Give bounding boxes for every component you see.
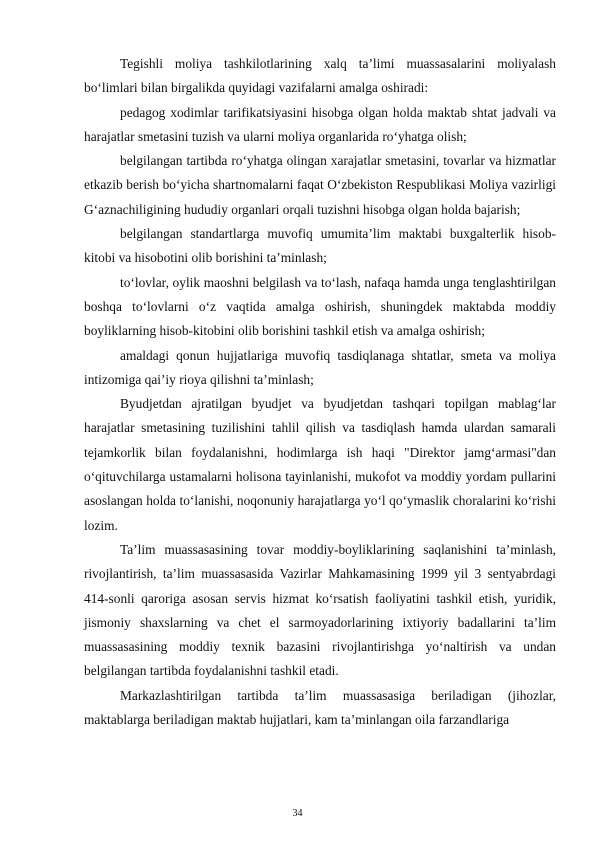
paragraph: Ta’lim muassasasining tovar moddiy-boyliklarining saqlanishini ta’minlash, rivojlantirish, ta’lim muassasasida Vazirlar Mahkamasining 1999 yil 3 sentyabrdagi 414-sonli qaroriga asosan servis hizmat ko‘rsatish faoliyatini tashkil etish, yuridik, jismoniy shaxslarning va chet el sarmoyadorlarining ixtiyoriy badallarini ta’lim muassasasining moddiy texnik bazasini rivojlantirishga yo‘naltirish va undan belgilangan tartibda foydalanishni tashkil etadi. [84, 541, 556, 679]
paragraph: belgilangan standartlarga muvofiq umumita’lim maktabi buxgalterlik hisob-kitobi va hisobotini olib borishini ta’minlash; [84, 226, 556, 266]
paragraph: amaldagi qonun hujjatlariga muvofiq tasdiqlanaga shtatlar, smeta va moliya intizomiga qai’iy rioya qilishni ta’minlash; [84, 347, 556, 387]
paragraph: belgilangan tartibda ro‘yhatga olingan xarajatlar smetasini, tovarlar va hizmatlar etkazib berish bo‘yicha shartnomalarni faqat O‘zbekiston Respublikasi Moliya vazirligi G‘aznachiligining hududiy organlari orqali tuzishni hisobga olgan holda bajarish; [84, 153, 556, 217]
paragraph: Tegishli moliya tashkilotlarining xalq ta’limi muassasalarini moliyalash bo‘limlari bilan birgalikda quyidagi vazifalarni amalga oshiradi: [84, 56, 556, 96]
paragraph: to‘lovlar, oylik maoshni belgilash va to‘lash, nafaqa hamda unga tenglashtirilgan boshqa to‘lovlarni o‘z vaqtida amalga oshirish, shuningdek maktabda moddiy boyliklarning hisob-kitobini olib borishini tashkil etish va amalga oshirish; [84, 274, 556, 339]
page-number: 34 [292, 808, 303, 819]
paragraph: Markazlashtirilgan tartibda ta’lim muassasasiga beriladigan (jihozlar, maktablarga beriladigan maktab hujjatlari, kam ta’minlangan oila farzandlariga [84, 687, 556, 728]
paragraph: Byudjetdan ajratilgan byudjet va byudjetdan tashqari topilgan mablag‘lar harajatlar smetasining tuzilishini tahlil qilish va tasdiqlash hamda ulardan samarali tejamkorlik bilan foydalanishni, hodimlarga ish haqi "Direktor jamg‘armasi"dan o‘qituvchilarga ustamalarni holisona tayinlanishi, mukofot va moddiy yordam pullarini asoslangan holda to‘lanishi, noqonuniy harajatlarga yo‘l qo‘ymaslik choralarini ko‘rishi lozim. [84, 396, 556, 533]
paragraph: pedagog xodimlar tarifikatsiyasini hisobga olgan holda maktab shtat jadvali va harajatlar smetasini tuzish va ularni moliya organlarida ro‘yhatga olish; [84, 104, 556, 144]
document-body [84, 52, 556, 732]
